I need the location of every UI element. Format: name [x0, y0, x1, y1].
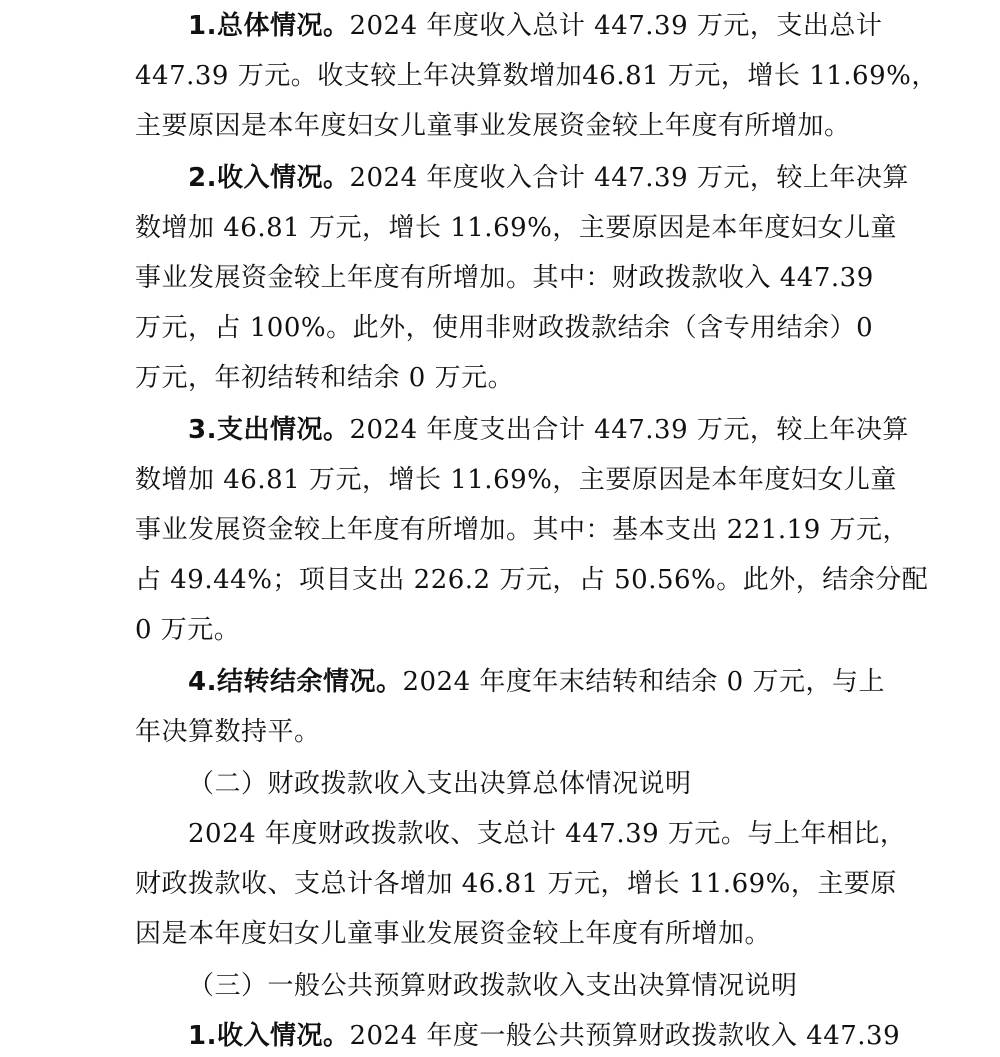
section-2-line-1: 2024 年度财政拨款收、支总计 447.39 万元。与上年相比， [188, 819, 907, 849]
paragraph-expenditure-line-2: 数增加 46.81 万元，增长 11.69%，主要原因是本年度妇女儿童 [135, 465, 897, 495]
paragraph-total-line-1 [188, 10, 882, 42]
section-2-line-2: 财政拨款收、支总计各增加 46.81 万元，增长 11.69%，主要原 [135, 869, 897, 899]
paragraph-income-line-5: 万元，年初结转和结余 0 万元。 [135, 363, 515, 393]
income-label: 2.收入情况。 [188, 163, 350, 193]
paragraph-carryover-line-1 [188, 666, 885, 698]
carryover-label: 4.结转结余情况。 [188, 667, 403, 697]
paragraph-carryover-line-2: 年决算数持平。 [135, 717, 321, 747]
section-3-sub-label: 1.收入情况。 [188, 1021, 350, 1051]
section-2-line-3: 因是本年度妇女儿童事业发展资金较上年度有所增加。 [135, 919, 772, 949]
section-2-heading: （二）财政拨款收入支出决算总体情况说明 [188, 769, 692, 799]
section-3-heading: （三）一般公共预算财政拨款收入支出决算情况说明 [188, 971, 798, 1001]
paragraph-total-line-3: 主要原因是本年度妇女儿童事业发展资金较上年度有所增加。 [135, 111, 851, 141]
income-text-1: 2024 年度收入合计 447.39 万元，较上年决算 [349, 163, 909, 193]
paragraph-income-line-1 [188, 162, 909, 194]
paragraph-income-line-2: 数增加 46.81 万元，增长 11.69%，主要原因是本年度妇女儿童 [135, 213, 897, 243]
paragraph-expenditure-line-3: 事业发展资金较上年度有所增加。其中：基本支出 221.19 万元， [135, 515, 910, 545]
expenditure-text-1: 2024 年度支出合计 447.39 万元，较上年决算 [349, 415, 909, 445]
total-text-1: 2024 年度收入总计 447.39 万元，支出总计 [349, 11, 883, 41]
paragraph-total-line-2: 447.39 万元。收支较上年决算数增加46.81 万元，增长 11.69%， [135, 61, 938, 91]
paragraph-expenditure-line-1 [188, 414, 909, 446]
total-label: 1.总体情况。 [188, 11, 350, 41]
paragraph-income-line-4: 万元，占 100%。此外，使用非财政拨款结余（含专用结余）0 [135, 313, 874, 343]
section-3-text-1: 2024 年度一般公共预算财政拨款收入 447.39 [349, 1021, 901, 1051]
paragraph-income-line-3: 事业发展资金较上年度有所增加。其中：财政拨款收入 447.39 [135, 263, 874, 293]
carryover-text-1: 2024 年度年末结转和结余 0 万元，与上 [402, 667, 885, 697]
paragraph-expenditure-line-5: 0 万元。 [135, 615, 241, 645]
expenditure-label: 3.支出情况。 [188, 415, 350, 445]
paragraph-expenditure-line-4: 占 49.44%；项目支出 226.2 万元，占 50.56%。此外，结余分配 [135, 565, 929, 595]
section-3-line-1 [188, 1020, 900, 1052]
